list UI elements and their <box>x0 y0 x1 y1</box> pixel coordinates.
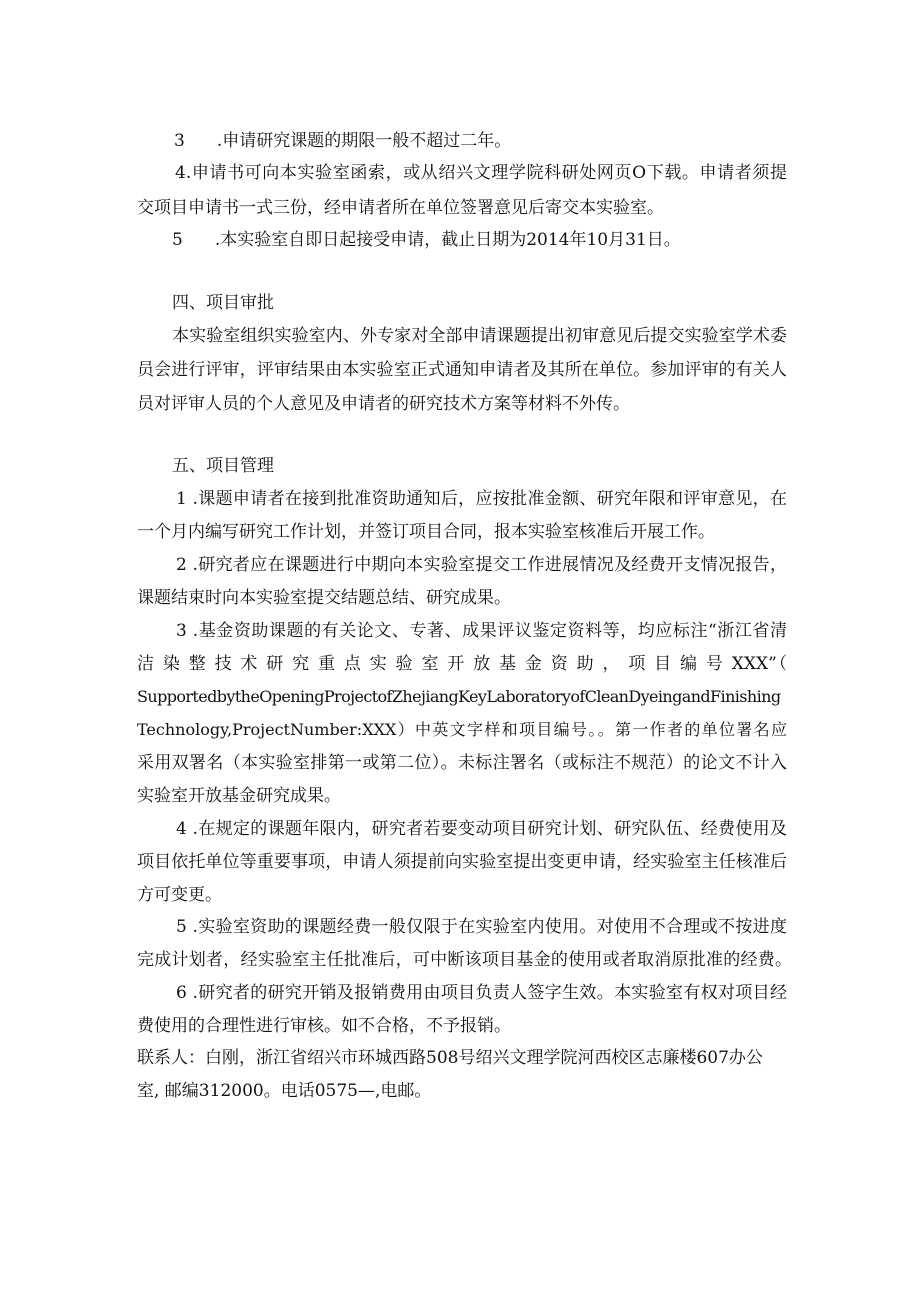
section-5-p3-line-1: 3 .基金资助课题的有关论文、专著、成果评议鉴定资料等，均应标注“浙江省清 <box>176 621 787 641</box>
section-5-p4-line-1: 4 .在规定的课题年限内，研究者若要变动项目研究计划、研究队伍、经费使用及 <box>176 819 787 839</box>
item-4-text: .申请书可向本实验室函索，或从绍兴文理学院科研处网页O下载。申请者须提 <box>185 163 787 183</box>
item-3-text: .申请研究课题的期限一般不超过二年。 <box>216 131 512 151</box>
section-5-p3-line-3: SupportedbytheOpeningProjectofZhejiangKeyLaboratoryofCleanDyeingandFinishing <box>137 687 781 706</box>
section-5-p5-line-1: 5 .实验室资助的课题经费一般仅限于在实验室内使用。对使用不合理或不按进度 <box>176 917 787 937</box>
item-3-number: 3 <box>174 131 185 151</box>
section-5-p6-line-1: 6 .研究者的研究开销及报销费用由项目负责人签字生效。本实验室有权对项目经 <box>176 983 787 1003</box>
section-5-p3-line-2: 洁 染 整 技 术 研 究 重 点 实 验 室 开 放 基 金 资 助 ， 项 目 编 号 XXX”（ <box>137 654 787 674</box>
item-3 <box>137 130 787 152</box>
item-4-number: 4 <box>175 163 186 183</box>
section-4-line-3: 员对评审人员的个人意见及申请者的研究技术方案等材料不外传。 <box>137 394 630 414</box>
section-4-line-1: 本实验室组织实验室内、外专家对全部申请课题提出初审意见后提交实验室学术委 <box>172 326 787 346</box>
section-5-heading: 五、项目管理 <box>172 456 274 476</box>
section-5-p3-line-5: 采用双署名（本实验室排第一或第二位）。未标注署名（或标注不规范）的论文不计入 <box>137 753 787 773</box>
contact-line-2: 室, 邮编312000。电话0575—,电邮。 <box>137 1081 432 1101</box>
section-5-p2-line-2: 课题结束时向本实验室提交结题总结、研究成果。 <box>137 588 511 608</box>
section-4-line-2: 员会进行评审，评审结果由本实验室正式通知申请者及其所在单位。参加评审的有关人 <box>137 360 787 380</box>
section-4-heading: 四、项目审批 <box>172 293 274 313</box>
section-5-p6-line-2: 费使用的合理性进行审核。如不合格，不予报销。 <box>137 1016 511 1036</box>
item-5 <box>137 229 787 251</box>
contact-line-1: 联系人：白刚，浙江省绍兴市环城西路508号绍兴文理学院河西校区志廉楼607办公 <box>137 1048 763 1068</box>
item-5-text: .本实验室自即日起接受申请，截止日期为2014年10月31日。 <box>214 230 681 250</box>
item-4-line-2: 交项目申请书一式三份，经申请者所在单位签署意见后寄交本实验室。 <box>137 198 664 218</box>
section-5-p4-line-3: 方可变更。 <box>137 885 222 905</box>
item-5-number: 5 <box>172 230 183 250</box>
section-5-p4-line-2: 项目依托单位等重要事项，申请人须提前向实验室提出变更申请，经实验室主任核准后 <box>137 852 787 872</box>
section-5-p5-line-2: 完成计划者，经实验室主任批准后，可中断该项目基金的使用或者取消原批准的经费。 <box>137 950 792 970</box>
section-5-p3-line-4: Technology,ProjectNumber:XXX）中英文字样和项目编号。。第一作者的单位署名应 <box>137 720 787 739</box>
section-5-p3-line-6: 实验室开放基金研究成果。 <box>137 786 341 806</box>
section-5-p2-line-1: 2 .研究者应在课题进行中期向本实验室提交工作进展情况及经费开支情况报告， <box>176 555 787 575</box>
item-4-line-1 <box>137 162 787 184</box>
section-5-p1-line-1: 1 .课题申请者在接到批准资助通知后，应按批准金额、研究年限和评审意见，在 <box>176 489 787 509</box>
section-5-p1-line-2: 一个月内编写研究工作计划，并签订项目合同，报本实验室核准后开展工作。 <box>137 522 715 542</box>
